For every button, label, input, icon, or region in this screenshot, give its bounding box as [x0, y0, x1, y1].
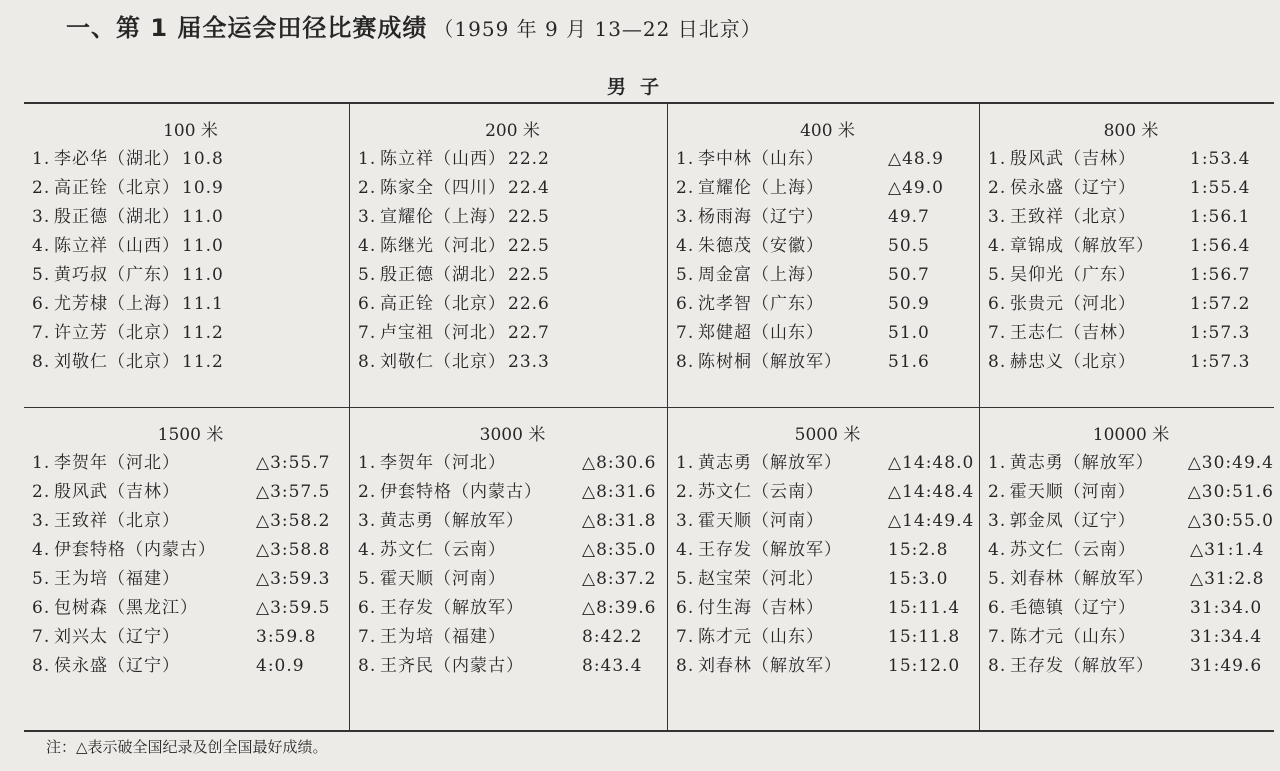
athlete-name: 赫忠义（北京） — [1010, 352, 1136, 372]
result-mark: 22.5 — [508, 236, 550, 256]
result-rank: 4. — [358, 540, 377, 560]
result-rank: 7. — [988, 627, 1007, 647]
result-row — [988, 348, 1274, 377]
result-mark: 1:56.1 — [1190, 207, 1251, 227]
result-rank: 3. — [32, 511, 51, 531]
result-row — [988, 623, 1274, 652]
athlete-name: 王致祥（北京） — [54, 511, 180, 531]
result-rank: 8. — [676, 352, 695, 372]
result-mark: △3:55.7 — [256, 453, 331, 473]
result-row — [676, 507, 979, 536]
event-title: 1500 米 — [157, 425, 224, 445]
result-rank: 5. — [988, 265, 1007, 285]
result-rank: 5. — [676, 569, 695, 589]
result-mark: 31:49.6 — [1190, 656, 1263, 676]
result-mark: 1:57.2 — [1190, 294, 1251, 314]
result-rank: 2. — [988, 178, 1007, 198]
result-row — [988, 478, 1274, 507]
result-row — [676, 290, 979, 319]
result-rank: 2. — [32, 482, 51, 502]
result-mark: 15:12.0 — [888, 656, 961, 676]
result-mark: 11.0 — [182, 207, 224, 227]
result-row — [676, 449, 979, 478]
result-row — [358, 145, 667, 174]
result-rank: 1. — [32, 453, 51, 473]
result-row — [32, 478, 349, 507]
event-cell-5000m — [668, 408, 980, 730]
result-row — [676, 145, 979, 174]
result-rank: 2. — [358, 482, 377, 502]
result-rank: 7. — [32, 323, 51, 343]
result-rank: 7. — [676, 627, 695, 647]
result-mark: △30:49.4 — [1187, 453, 1274, 473]
result-mark: 50.9 — [888, 294, 930, 314]
result-rank: 8. — [358, 656, 377, 676]
result-row — [988, 594, 1274, 623]
result-rank: 4. — [32, 236, 51, 256]
result-row — [676, 623, 979, 652]
result-mark: 1:53.4 — [1190, 149, 1251, 169]
result-mark: △31:2.8 — [1190, 569, 1265, 589]
result-mark: 10.8 — [182, 149, 224, 169]
athlete-name: 苏文仁（云南） — [1010, 540, 1136, 560]
athlete-name: 王存发（解放军） — [698, 540, 842, 560]
result-rank: 6. — [32, 598, 51, 618]
result-rank: 6. — [988, 294, 1007, 314]
result-row — [676, 348, 979, 377]
result-mark: 31:34.0 — [1190, 598, 1263, 618]
result-mark: △8:37.2 — [582, 569, 657, 589]
result-row — [358, 319, 667, 348]
result-mark: 4:0.9 — [256, 656, 305, 676]
result-row — [988, 261, 1274, 290]
event-cell-3000m — [350, 408, 668, 730]
athlete-name: 周金富（上海） — [698, 265, 824, 285]
result-row — [32, 623, 349, 652]
result-mark: 51.6 — [888, 352, 930, 372]
result-mark: △3:58.8 — [256, 540, 331, 560]
result-mark: 50.7 — [888, 265, 930, 285]
result-row — [358, 261, 667, 290]
result-row — [32, 261, 349, 290]
event-cell-200m — [350, 104, 668, 408]
result-mark: 8:43.4 — [582, 656, 643, 676]
result-rank: 3. — [676, 207, 695, 227]
athlete-name: 李贺年（河北） — [54, 453, 180, 473]
result-mark: 15:3.0 — [888, 569, 949, 589]
athlete-name: 伊套特格（内蒙古） — [380, 482, 542, 502]
event-title: 100 米 — [163, 121, 218, 141]
result-row — [358, 174, 667, 203]
result-rank: 5. — [32, 265, 51, 285]
athlete-name: 李中林（山东） — [698, 149, 824, 169]
result-row — [676, 594, 979, 623]
result-rank: 7. — [676, 323, 695, 343]
result-rank: 6. — [988, 598, 1007, 618]
result-mark: 1:55.4 — [1190, 178, 1251, 198]
result-mark: 22.6 — [508, 294, 550, 314]
result-row — [32, 594, 349, 623]
result-rank: 5. — [988, 569, 1007, 589]
result-row — [32, 203, 349, 232]
athlete-name: 霍天顺（河南） — [1009, 482, 1136, 502]
result-mark: △8:39.6 — [582, 598, 657, 618]
result-mark: 22.5 — [508, 265, 550, 285]
event-cell-800m — [980, 104, 1274, 408]
athlete-name: 黄志勇（解放军） — [698, 453, 842, 473]
result-row — [988, 652, 1274, 681]
result-rank: 7. — [358, 627, 377, 647]
result-row — [676, 536, 979, 565]
event-title: 5000 米 — [794, 425, 861, 445]
result-row — [676, 478, 979, 507]
result-mark: 11.0 — [182, 236, 224, 256]
athlete-name: 卢宝祖（河北） — [380, 323, 506, 343]
result-row — [988, 145, 1274, 174]
result-mark: 11.0 — [182, 265, 224, 285]
result-row — [676, 319, 979, 348]
athlete-name: 宣耀伦（上海） — [698, 178, 824, 198]
result-row — [988, 319, 1274, 348]
result-rank: 8. — [358, 352, 377, 372]
result-mark: 15:2.8 — [888, 540, 949, 560]
result-row — [32, 652, 349, 681]
athlete-name: 侯永盛（辽宁） — [1010, 178, 1136, 198]
result-mark: 1:57.3 — [1190, 323, 1251, 343]
result-row — [32, 319, 349, 348]
athlete-name: 伊套特格（内蒙古） — [54, 540, 216, 560]
result-mark: 22.2 — [508, 149, 550, 169]
result-rank: 6. — [676, 294, 695, 314]
result-mark: △3:59.5 — [256, 598, 331, 618]
athlete-name: 刘春林（解放军） — [698, 656, 842, 676]
athlete-name: 陈才元（山东） — [698, 627, 824, 647]
athlete-name: 郑健超（山东） — [698, 323, 824, 343]
result-mark: 1:56.7 — [1190, 265, 1251, 285]
result-rank: 3. — [358, 511, 377, 531]
event-title: 10000 米 — [1092, 425, 1170, 445]
result-row — [32, 290, 349, 319]
result-rank: 3. — [358, 207, 377, 227]
result-rank: 2. — [988, 482, 1007, 502]
athlete-name: 王存发（解放军） — [1010, 656, 1154, 676]
athlete-name: 黄志勇（解放军） — [1009, 453, 1154, 473]
athlete-name: 付生海（吉林） — [698, 598, 824, 618]
result-mark: 15:11.4 — [888, 598, 961, 618]
athlete-name: 张贵元（河北） — [1010, 294, 1136, 314]
result-mark: 22.7 — [508, 323, 550, 343]
athlete-name: 王为培（福建） — [380, 627, 506, 647]
athlete-name: 黄志勇（解放军） — [380, 511, 524, 531]
result-row — [358, 232, 667, 261]
result-rank: 6. — [358, 598, 377, 618]
result-rank: 5. — [676, 265, 695, 285]
result-mark: 22.4 — [508, 178, 550, 198]
result-row — [988, 203, 1274, 232]
result-rank: 6. — [676, 598, 695, 618]
result-row — [358, 348, 667, 377]
result-mark: △14:48.0 — [888, 453, 975, 473]
athlete-name: 陈才元（山东） — [1010, 627, 1136, 647]
athlete-name: 高正铨（北京） — [380, 294, 506, 314]
athlete-name: 赵宝荣（河北） — [698, 569, 824, 589]
result-mark: △8:31.6 — [582, 482, 657, 502]
result-row — [988, 174, 1274, 203]
result-rank: 4. — [988, 540, 1007, 560]
event-cell-1500m — [24, 408, 350, 730]
athlete-name: 陈继光（河北） — [380, 236, 506, 256]
section-heading: 男子 — [606, 76, 673, 98]
result-mark: △49.0 — [888, 178, 944, 198]
result-row — [676, 261, 979, 290]
event-title: 400 米 — [800, 121, 855, 141]
result-rank: 2. — [676, 482, 695, 502]
result-rank: 5. — [32, 569, 51, 589]
result-rank: 4. — [988, 236, 1007, 256]
result-mark: △14:48.4 — [888, 482, 975, 502]
result-row — [32, 145, 349, 174]
result-mark: 11.1 — [182, 294, 224, 314]
athlete-name: 许立芳（北京） — [54, 323, 180, 343]
athlete-name: 霍天顺（河南） — [380, 569, 506, 589]
result-mark: 23.3 — [508, 352, 550, 372]
result-mark: 1:56.4 — [1190, 236, 1251, 256]
event-cell-10000m — [980, 408, 1274, 730]
athlete-name: 刘兴太（辽宁） — [54, 627, 180, 647]
athlete-name: 王齐民（内蒙古） — [380, 656, 524, 676]
athlete-name: 朱德茂（安徽） — [698, 236, 824, 256]
athlete-name: 侯永盛（辽宁） — [54, 656, 180, 676]
result-rank: 1. — [676, 149, 695, 169]
result-row — [358, 536, 667, 565]
athlete-name: 苏文仁（云南） — [380, 540, 506, 560]
result-mark: 50.5 — [888, 236, 930, 256]
results-table — [24, 102, 1274, 732]
result-row — [676, 652, 979, 681]
result-rank: 3. — [676, 511, 695, 531]
result-rank: 6. — [358, 294, 377, 314]
result-mark: △8:30.6 — [582, 453, 657, 473]
result-rank: 4. — [32, 540, 51, 560]
athlete-name: 李必华（湖北） — [54, 149, 180, 169]
result-row — [676, 232, 979, 261]
athlete-name: 尤芳棣（上海） — [54, 294, 180, 314]
athlete-name: 刘敬仁（北京） — [380, 352, 506, 372]
athlete-name: 包树森（黑龙江） — [54, 598, 198, 618]
result-mark: 1:57.3 — [1190, 352, 1251, 372]
event-cell-400m — [668, 104, 980, 408]
result-rank: 3. — [32, 207, 51, 227]
athlete-name: 陈家全（四川） — [380, 178, 506, 198]
result-rank: 4. — [676, 540, 695, 560]
result-row — [988, 536, 1274, 565]
result-row — [988, 565, 1274, 594]
title-main: 一、第 1 届全运会田径比赛成绩 — [66, 14, 428, 42]
athlete-name: 杨雨海（辽宁） — [698, 207, 824, 227]
athlete-name: 王志仁（吉林） — [1010, 323, 1136, 343]
result-row — [358, 652, 667, 681]
athlete-name: 霍天顺（河南） — [698, 511, 824, 531]
athlete-name: 黄巧叔（广东） — [54, 265, 180, 285]
result-mark: 11.2 — [182, 352, 224, 372]
athlete-name: 王存发（解放军） — [380, 598, 524, 618]
athlete-name: 王为培（福建） — [54, 569, 180, 589]
athlete-name: 苏文仁（云南） — [698, 482, 824, 502]
footnote: 注：△表示破全国纪录及创全国最好成绩。 — [46, 738, 328, 756]
result-rank: 3. — [988, 207, 1007, 227]
result-mark: △31:1.4 — [1190, 540, 1265, 560]
result-row — [358, 478, 667, 507]
result-mark: △48.9 — [888, 149, 944, 169]
result-rank: 1. — [358, 453, 377, 473]
result-rank: 5. — [358, 265, 377, 285]
result-mark: 3:59.8 — [256, 627, 317, 647]
result-row — [32, 174, 349, 203]
result-rank: 6. — [32, 294, 51, 314]
result-mark: △14:49.4 — [888, 511, 975, 531]
result-row — [358, 203, 667, 232]
result-row — [32, 348, 349, 377]
athlete-name: 郭金凤（辽宁） — [1009, 511, 1136, 531]
result-row — [676, 565, 979, 594]
result-row — [32, 565, 349, 594]
result-mark: 15:11.8 — [888, 627, 961, 647]
athlete-name: 陈立祥（山西） — [54, 236, 180, 256]
result-rank: 1. — [988, 149, 1007, 169]
athlete-name: 沈孝智（广东） — [698, 294, 824, 314]
result-rank: 8. — [676, 656, 695, 676]
athlete-name: 刘春林（解放军） — [1010, 569, 1154, 589]
event-title: 800 米 — [1103, 121, 1159, 141]
result-rank: 8. — [988, 352, 1007, 372]
result-mark: 31:34.4 — [1190, 627, 1263, 647]
athlete-name: 宣耀伦（上海） — [380, 207, 506, 227]
result-rank: 2. — [32, 178, 51, 198]
result-row — [358, 507, 667, 536]
result-mark: △30:55.0 — [1187, 511, 1274, 531]
event-title: 3000 米 — [479, 425, 546, 445]
result-row — [676, 203, 979, 232]
event-title: 200 米 — [485, 121, 540, 141]
result-rank: 7. — [988, 323, 1007, 343]
result-row — [358, 290, 667, 319]
result-mark: 11.2 — [182, 323, 224, 343]
athlete-name: 章锦成（解放军） — [1010, 236, 1154, 256]
result-row — [32, 232, 349, 261]
athlete-name: 王致祥（北京） — [1010, 207, 1136, 227]
result-mark: 10.9 — [182, 178, 224, 198]
result-row — [676, 174, 979, 203]
result-row — [988, 290, 1274, 319]
athlete-name: 李贺年（河北） — [380, 453, 506, 473]
result-rank: 8. — [988, 656, 1007, 676]
result-mark: △3:59.3 — [256, 569, 331, 589]
athlete-name: 殷正德（湖北） — [54, 207, 180, 227]
athlete-name: 高正铨（北京） — [54, 178, 180, 198]
page-title — [66, 8, 762, 43]
athlete-name: 陈树桐（解放军） — [698, 352, 842, 372]
result-rank: 7. — [358, 323, 377, 343]
event-cell-100m — [24, 104, 350, 408]
result-rank: 1. — [358, 149, 377, 169]
result-rank: 5. — [358, 569, 377, 589]
result-rank: 4. — [358, 236, 377, 256]
result-row — [358, 623, 667, 652]
result-rank: 8. — [32, 656, 51, 676]
result-mark: 8:42.2 — [582, 627, 643, 647]
result-row — [32, 507, 349, 536]
athlete-name: 刘敬仁（北京） — [54, 352, 180, 372]
result-rank: 4. — [676, 236, 695, 256]
result-mark: 22.5 — [508, 207, 550, 227]
result-rank: 1. — [988, 453, 1007, 473]
athlete-name: 吴仰光（广东） — [1010, 265, 1136, 285]
result-rank: 1. — [676, 453, 695, 473]
athlete-name: 殷正德（湖北） — [380, 265, 506, 285]
result-row — [358, 594, 667, 623]
result-row — [32, 449, 349, 478]
result-mark: △3:57.5 — [256, 482, 331, 502]
result-row — [358, 565, 667, 594]
result-mark: △8:35.0 — [582, 540, 657, 560]
athlete-name: 毛德镇（辽宁） — [1010, 598, 1136, 618]
result-mark: 49.7 — [888, 207, 930, 227]
result-row — [988, 232, 1274, 261]
result-mark: △3:58.2 — [256, 511, 331, 531]
result-rank: 2. — [676, 178, 695, 198]
athlete-name: 殷风武（吉林） — [54, 482, 180, 502]
athlete-name: 陈立祥（山西） — [380, 149, 506, 169]
result-row — [32, 536, 349, 565]
result-mark: △8:31.8 — [582, 511, 657, 531]
result-row — [988, 449, 1274, 478]
result-mark: 51.0 — [888, 323, 930, 343]
result-rank: 1. — [32, 149, 51, 169]
athlete-name: 殷风武（吉林） — [1010, 149, 1136, 169]
title-subtitle: （1959 年 9 月 13—22 日北京） — [433, 17, 762, 41]
result-row — [358, 449, 667, 478]
result-mark: △30:51.6 — [1187, 482, 1274, 502]
result-row — [988, 507, 1274, 536]
result-rank: 2. — [358, 178, 377, 198]
result-rank: 7. — [32, 627, 51, 647]
result-rank: 8. — [32, 352, 51, 372]
result-rank: 3. — [988, 511, 1007, 531]
